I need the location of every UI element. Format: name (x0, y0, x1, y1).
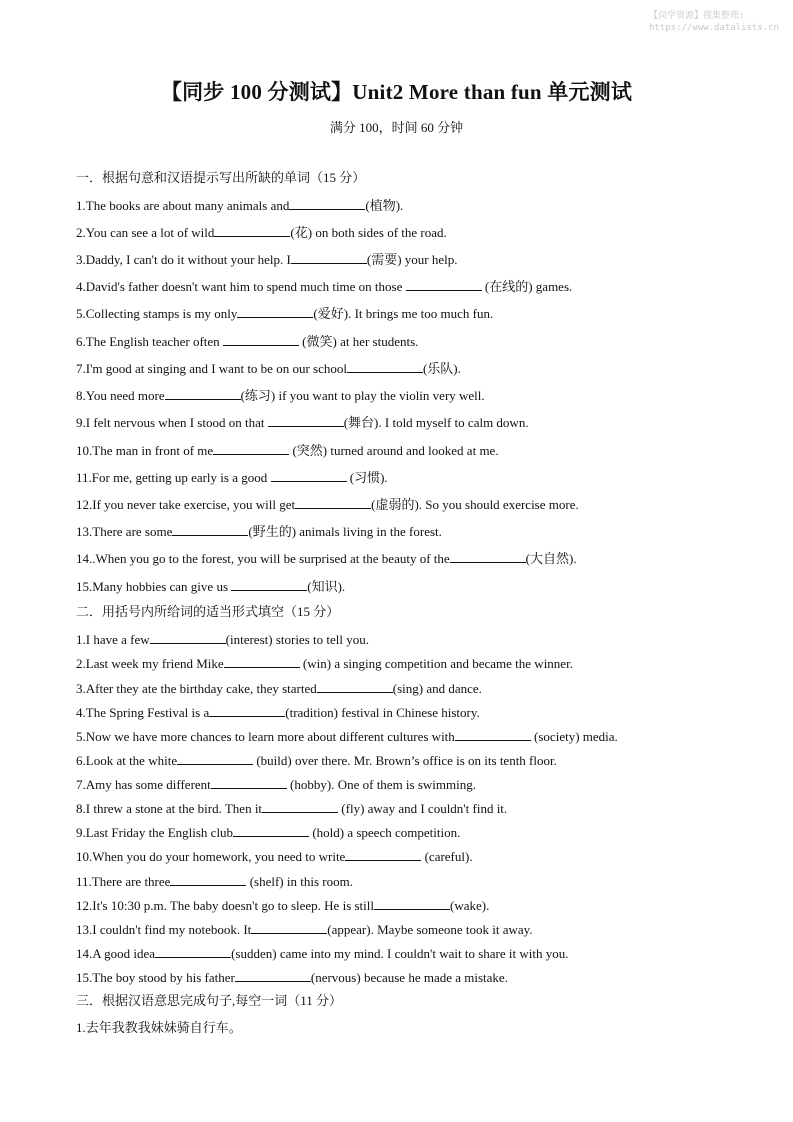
answer-blank[interactable] (455, 728, 531, 741)
question-item: 1.I have a few (interest) stories to tell you. (76, 632, 369, 647)
question-item: 4.The Spring Festival is a (tradition) festival in Chinese history. (76, 705, 480, 720)
question-item: 3.Daddy, I can't do it without your help. I (需要) your help. (76, 252, 458, 267)
question-item: 13.There are some (野生的) animals living in the forest. (76, 524, 442, 539)
question-item: 4.David's father doesn't want him to spend much time on those (在线的) games. (76, 279, 573, 294)
question-item: 12.If you never take exercise, you will get (虚弱的). So you should exercise more. (76, 497, 579, 512)
answer-blank[interactable] (450, 550, 526, 563)
answer-blank[interactable] (213, 442, 289, 455)
answer-blank[interactable] (237, 305, 313, 318)
answer-blank[interactable] (268, 414, 344, 427)
watermark (649, 10, 779, 34)
question-item: 1.去年我教我妹妹骑自行车。 (76, 1020, 242, 1035)
answer-blank[interactable] (271, 469, 347, 482)
question-item: 7.Amy has some different (hobby). One of them is swimming. (76, 777, 477, 792)
answer-blank[interactable] (170, 873, 246, 886)
question-item: 6.The English teacher often (微笑) at her students. (76, 334, 419, 349)
answer-blank[interactable] (155, 945, 231, 958)
watermark-url: https://www.datalists.cn (648, 23, 779, 33)
answer-blank[interactable] (231, 578, 307, 591)
answer-blank[interactable] (289, 197, 365, 210)
question-item: 14.A good idea (sudden) came into my mind. I couldn't wait to share it with you. (76, 946, 569, 961)
question-item: 5.Now we have more chances to learn more about different cultures with (society) media. (76, 729, 618, 744)
answer-blank[interactable] (233, 824, 309, 837)
question-item: 2.Last week my friend Mike (win) a singing competition and became the winner. (76, 656, 573, 671)
question-item: 1.The books are about many animals and (植物). (76, 198, 404, 213)
answer-blank[interactable] (317, 680, 393, 693)
answer-blank[interactable] (211, 776, 287, 789)
answer-blank[interactable] (235, 969, 311, 982)
answer-blank[interactable] (209, 704, 285, 717)
question-item: 10.When you do your homework, you need to write (careful). (76, 849, 473, 864)
question-item: 15.Many hobbies can give us (知识). (76, 579, 346, 594)
question-item: 12.It's 10:30 p.m. The baby doesn't go to sleep. He is still (wake). (76, 898, 490, 913)
question-item: 6.Look at the white (build) over there. Mr. Brown’s office is on its tenth floor. (76, 753, 557, 768)
question-item: 8.I threw a stone at the bird. Then it (fly) away and I couldn't find it. (76, 801, 508, 816)
answer-blank[interactable] (291, 251, 367, 264)
answer-blank[interactable] (262, 800, 338, 813)
question-item: 11.There are three (shelf) in this room. (76, 874, 353, 889)
page-subtitle: 满分 100，时间 60 分钟 (329, 120, 464, 135)
question-item: 14..When you go to the forest, you will be surprised at the beauty of the (大自然). (76, 551, 577, 566)
answer-blank[interactable] (406, 278, 482, 291)
answer-blank[interactable] (251, 921, 327, 934)
question-item: 10.The man in front of me (突然) turned around and looked at me. (76, 443, 499, 458)
question-item: 9.Last Friday the English club (hold) a speech competition. (76, 825, 461, 840)
question-item: 11.For me, getting up early is a good (习惯). (76, 470, 388, 485)
question-item: 2.You can see a lot of wild (花) on both sides of the road. (76, 225, 447, 240)
question-item: 9.I felt nervous when I stood on that (舞台). I told myself to calm down. (76, 415, 529, 430)
answer-blank[interactable] (223, 333, 299, 346)
answer-blank[interactable] (295, 496, 371, 509)
answer-blank[interactable] (345, 848, 421, 861)
answer-blank[interactable] (224, 655, 300, 668)
answer-blank[interactable] (150, 631, 226, 644)
answer-blank[interactable] (177, 752, 253, 765)
question-item: 13.I couldn't find my notebook. It (appear). Maybe someone took it away. (76, 922, 533, 937)
answer-blank[interactable] (165, 387, 241, 400)
question-item: 5.Collecting stamps is my only (爱好). It brings me too much fun. (76, 306, 494, 321)
answer-blank[interactable] (347, 360, 423, 373)
question-item: 3.After they ate the birthday cake, they started (sing) and dance. (76, 681, 482, 696)
section3-heading: 三．根据汉语意思完成句子,每空一词（11 分） (76, 993, 343, 1008)
answer-blank[interactable] (172, 523, 248, 536)
answer-blank[interactable] (374, 897, 450, 910)
question-item: 15.The boy stood by his father (nervous) because he made a mistake. (76, 970, 508, 985)
section1-heading: 一．根据句意和汉语提示写出所缺的单词（15 分） (76, 170, 366, 185)
page-title: 【同步 100 分测试】Unit2 More than fun 单元测试 (160, 80, 633, 104)
question-item: 7.I'm good at singing and I want to be on our school (乐队). (76, 361, 461, 376)
question-item: 8.You need more (练习) if you want to play the violin very well. (76, 388, 485, 403)
answer-blank[interactable] (214, 224, 290, 237)
watermark-line1: 【尚学资源】搜集整理: (648, 11, 745, 21)
section2-heading: 二．用括号内所给词的适当形式填空（15 分） (76, 604, 340, 619)
